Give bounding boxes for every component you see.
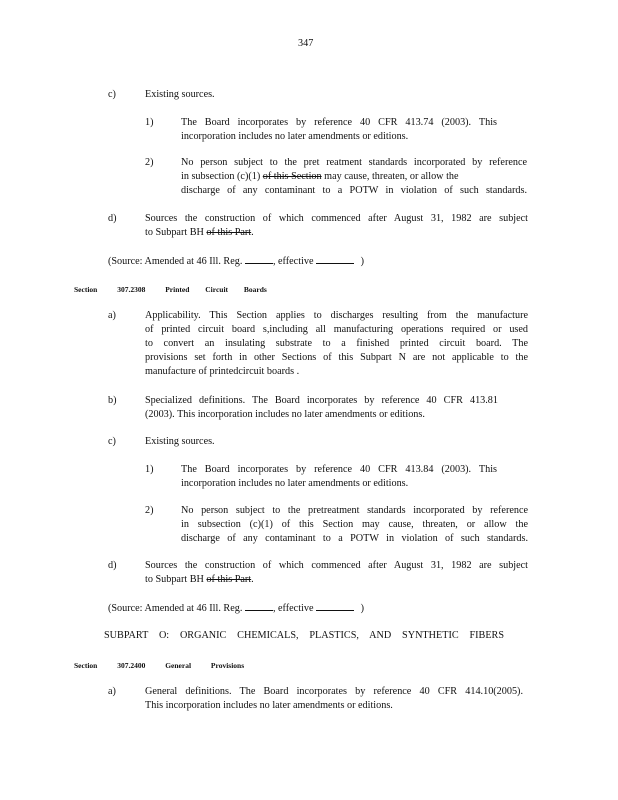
struck-text: of this Part	[206, 574, 252, 585]
text-line: discharge of any contaminant to a POTW in violation of such standards.	[181, 185, 527, 196]
text-line: This incorporation includes no later amendments or editions.	[145, 700, 393, 711]
source-prefix: (Source: Amended at 46 Ill. Reg.	[108, 603, 243, 614]
item-text-d	[145, 212, 528, 240]
text-run: .	[251, 227, 254, 238]
heading-word: Circuit	[205, 285, 229, 294]
section-heading-2308	[74, 283, 267, 297]
item-label-d: d)	[108, 213, 117, 224]
heading-word: Section	[74, 661, 98, 670]
source-effective: , effective	[272, 256, 314, 267]
text-line: Sources the construction of which commenced after August 31, 1982 are subject	[145, 560, 528, 571]
text-line: to convert an insulating substrate to a finished printed circuit board. The	[145, 338, 528, 349]
item-label-c: c)	[108, 436, 116, 447]
text-line: Applicability. This Section applies to discharges resulting from the manufacture	[145, 310, 528, 321]
subitem-text-2	[181, 156, 527, 198]
subitem-label-2: 2)	[145, 505, 154, 516]
text-line: General definitions. The Board incorporates by reference 40 CFR 414.10(2005).	[145, 686, 523, 697]
heading-word: Provisions	[210, 661, 245, 670]
text-line: No person subject to the pretreatment standards incorporated by reference	[181, 505, 528, 516]
text-run: to Subpart BH	[145, 574, 204, 585]
subitem-label-1: 1)	[145, 464, 154, 475]
text-line: discharge of any contaminant to a POTW in violation of such standards.	[181, 533, 528, 544]
section-number: 307.2308	[117, 285, 146, 294]
subpart-title: SUBPART O: ORGANIC CHEMICALS, PLASTICS, AND SYNTHETIC FIBERS	[104, 630, 504, 641]
section-heading-2400	[74, 659, 244, 673]
blank-reg-number	[245, 601, 273, 611]
item-text-existing-sources: Existing sources.	[145, 436, 215, 447]
subitem-label-2: 2)	[145, 157, 154, 168]
source-close: )	[360, 603, 364, 614]
subpart-heading	[104, 629, 504, 643]
source-note	[108, 601, 364, 616]
item-label-a: a)	[108, 310, 116, 321]
source-close: )	[360, 256, 364, 267]
text-line: manufacture of printedcircuit boards .	[145, 366, 300, 377]
heading-word: Printed	[165, 285, 190, 294]
item-text-general-definitions	[145, 685, 523, 713]
text-line: in subsection (c)(1) of this Section may cause, threaten, or allow the	[181, 519, 528, 530]
text-line: No person subject to the pret reatment standards incorporated by reference	[181, 157, 527, 168]
heading-word: Boards	[243, 285, 267, 294]
text-line: Specialized definitions. The Board incorporates by reference 40 CFR 413.81	[145, 395, 498, 406]
text-line: incorporation includes no later amendments or editions.	[181, 478, 409, 489]
item-text-d	[145, 559, 528, 587]
text-line: Sources the construction of which commenced after August 31, 1982 are subject	[145, 213, 528, 224]
text-line: (2003). This incorporation includes no later amendments or editions.	[145, 409, 425, 420]
item-label-c: c)	[108, 89, 116, 100]
struck-text: of this Part	[206, 227, 252, 238]
section-number: 307.2400	[117, 661, 146, 670]
source-prefix: (Source: Amended at 46 Ill. Reg.	[108, 256, 243, 267]
text-run: to Subpart BH	[145, 227, 204, 238]
item-text-existing-sources: Existing sources.	[145, 89, 215, 100]
text-line: provisions set forth in other Sections of this Subpart N are not applicable to the	[145, 352, 528, 363]
page-number: 347	[298, 38, 314, 49]
item-text-definitions	[145, 394, 498, 422]
item-label-a: a)	[108, 686, 116, 697]
heading-word: General	[165, 661, 192, 670]
text-line: of printed circuit board s,including all manufacturing operations required or used	[145, 324, 528, 335]
text-run: in subsection (c)(1)	[181, 171, 261, 182]
text-line	[145, 573, 528, 587]
text-run: .	[251, 574, 254, 585]
subitem-label-1: 1)	[145, 117, 154, 128]
text-line: The Board incorporates by reference 40 CFR 413.84 (2003). This	[181, 464, 497, 475]
subitem-text-1	[181, 463, 497, 491]
item-text-applicability	[145, 309, 528, 379]
blank-effective-date	[316, 601, 354, 611]
struck-text: of this Section	[262, 171, 322, 182]
text-run: may cause, threaten, or allow the	[324, 171, 459, 182]
source-effective: , effective	[272, 603, 314, 614]
subitem-text-1	[181, 116, 497, 144]
source-note	[108, 254, 364, 269]
text-line	[145, 226, 528, 240]
item-label-d: d)	[108, 560, 117, 571]
subitem-text-2	[181, 504, 528, 546]
text-line: incorporation includes no later amendments or editions.	[181, 131, 409, 142]
item-label-b: b)	[108, 395, 117, 406]
blank-effective-date	[316, 254, 354, 264]
text-line: The Board incorporates by reference 40 CFR 413.74 (2003). This	[181, 117, 497, 128]
blank-reg-number	[245, 254, 273, 264]
text-line	[181, 170, 527, 184]
heading-word: Section	[74, 285, 98, 294]
